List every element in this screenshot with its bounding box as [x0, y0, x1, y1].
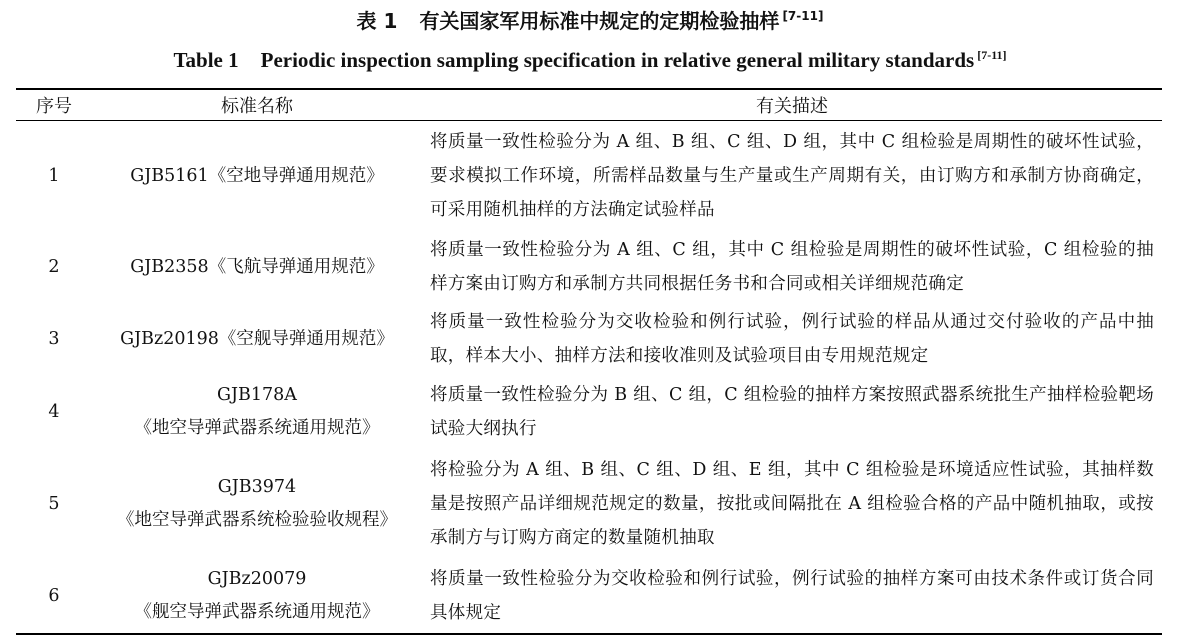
standard-title: 《舰空导弹武器系统通用规范》: [134, 602, 380, 622]
row-number: 2: [48, 256, 60, 277]
standard-code: GJB3974: [217, 477, 297, 497]
standard-code: GJB2358: [130, 256, 209, 277]
title-en-reference: [7-11]: [977, 48, 1007, 62]
table-row: [16, 303, 1162, 375]
description-cell: 将质量一致性检验分为交收检验和例行试验，例行试验的样品从通过交付验收的产品中抽取，样本大小、抽样方法和接收准则及试验项目由专用规范规定: [430, 312, 1154, 366]
table-title-cn: [0, 8, 1180, 34]
standards-table: [16, 88, 1162, 635]
table-row: [16, 559, 1162, 634]
standard-code: GJB5161: [130, 165, 209, 186]
table-row: [16, 449, 1162, 559]
table-header-row: [16, 89, 1162, 121]
description-cell: 将质量一致性检验分为 A 组、C 组，其中 C 组检验是周期性的破坏性试验，C 组检验的抽样方案由订购方和承制方共同根据任务书和合同或相关详细规范确定: [430, 240, 1154, 294]
table-label-cn: 表 1: [356, 9, 398, 33]
table-row: [16, 121, 1162, 232]
standard-name-cell: [92, 303, 422, 375]
description-cell: 将检验分为 A 组、B 组、C 组、D 组、E 组，其中 C 组检验是环境适应性试验，其抽样数量是按照产品详细规范规定的数量，按批或间隔批在 A 组检验合格的产品中随机抽取，或按承制方与订购方商定的数量随机抽取: [430, 460, 1154, 548]
standard-name-cell: [92, 231, 422, 303]
standard-title: 《地空导弹武器系统通用规范》: [134, 418, 380, 438]
standard-title: 《空地导弹通用规范》: [208, 165, 384, 186]
table-title-cn-text: 有关国家军用标准中规定的定期检验抽样: [419, 9, 780, 33]
header-serial-number: 序号: [36, 96, 72, 117]
row-number: 3: [48, 328, 60, 349]
header-description: 有关描述: [756, 96, 828, 117]
standard-code: GJBz20198: [120, 328, 219, 349]
row-number: 1: [48, 165, 60, 186]
standard-title: 《飞航导弹通用规范》: [208, 256, 384, 277]
row-number: 6: [48, 585, 60, 606]
description-cell: 将质量一致性检验分为 A 组、B 组、C 组、D 组，其中 C 组检验是周期性的破坏性试验，要求模拟工作环境，所需样品数量与生产量或生产周期有关，由订购方和承制方协商确定，可采用随机抽样的方法确定试验样品: [430, 132, 1154, 220]
description-cell: 将质量一致性检验分为 B 组、C 组，C 组检验的抽样方案按照武器系统批生产抽样检验靶场试验大纲执行: [430, 385, 1154, 439]
standard-code: GJBz20079: [207, 569, 307, 589]
standard-code: GJB178A: [217, 385, 297, 405]
standard-title: 《地空导弹武器系统检验验收规程》: [117, 510, 397, 530]
description-cell: 将质量一致性检验分为交收检验和例行试验，例行试验的抽样方案可由技术条件或订货合同具体规定: [430, 569, 1154, 623]
standard-name-cell: [92, 121, 422, 232]
standard-name-cell: [92, 559, 422, 634]
title-cn-reference: [7-11]: [782, 9, 824, 24]
standard-name-cell: [92, 375, 422, 449]
header-standard-name: 标准名称: [221, 96, 293, 117]
row-number: 5: [48, 493, 60, 514]
table-row: [16, 375, 1162, 449]
row-number: 4: [48, 401, 60, 422]
table-title-en: [0, 46, 1180, 74]
table-label-en: Table 1: [173, 48, 239, 72]
table-row: [16, 231, 1162, 303]
standard-title: 《空舰导弹通用规范》: [218, 328, 394, 349]
table-title-en-text: Periodic inspection sampling specification in relative general military standards: [260, 48, 975, 72]
standard-name-cell: [92, 449, 422, 559]
